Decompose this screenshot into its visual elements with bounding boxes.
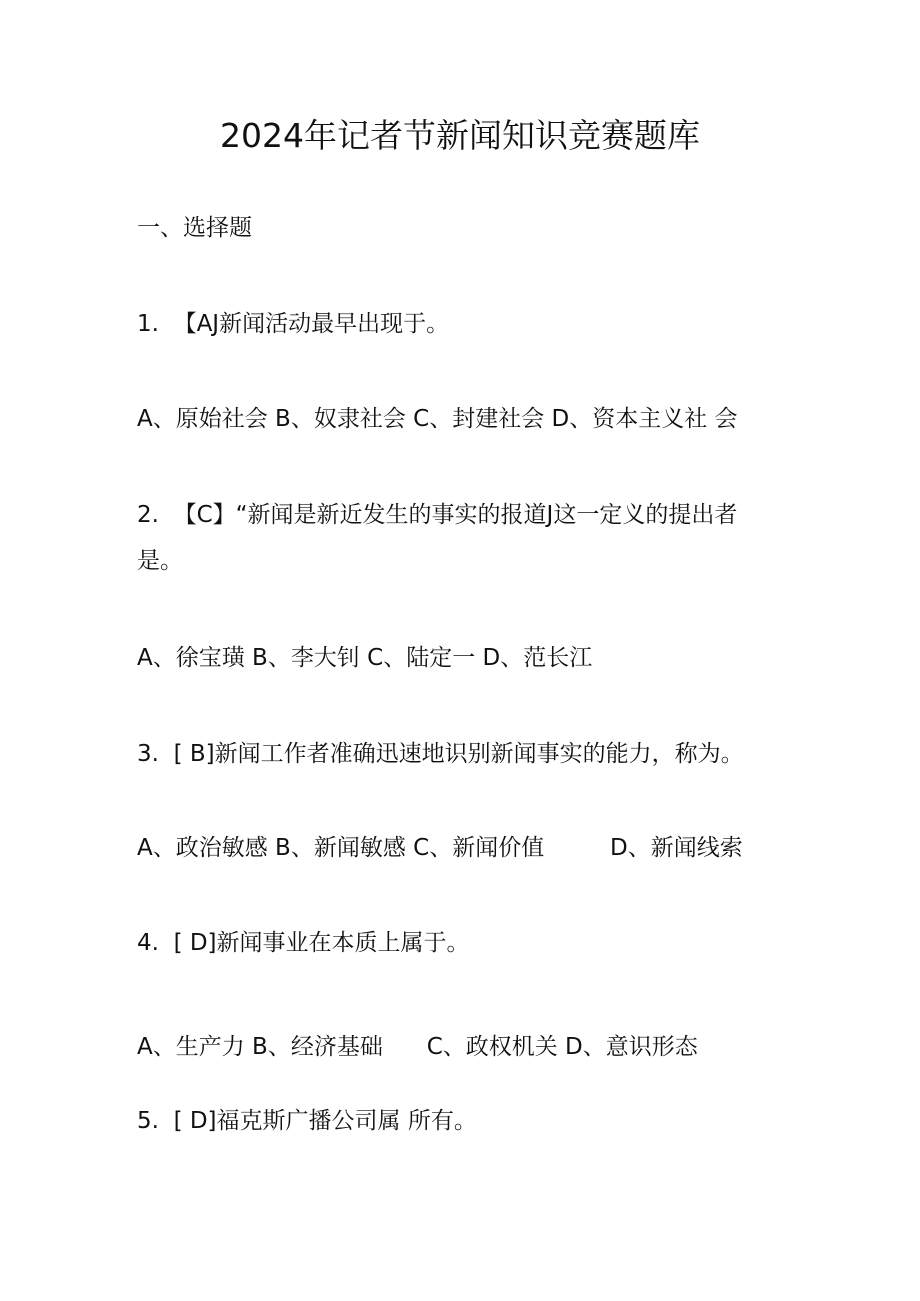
document-title: 2024年记者节新闻知识竞赛题库 bbox=[220, 116, 700, 155]
question-1-options: A、原始社会 B、奴隶社会 C、封建社会 D、资本主义社 会 bbox=[137, 406, 738, 432]
question-3-options: A、政治敏感 B、新闻敏感 C、新闻价值 D、新闻线索 bbox=[137, 835, 743, 861]
question-2-stem: 2. 【C】“新闻是新近发生的事实的报道J这一定义的提出者是。 bbox=[137, 502, 738, 574]
question-4-options: A、生产力 B、经济基础 C、政权机关 D、意识形态 bbox=[137, 1034, 698, 1060]
question-4-stem: 4. [ D]新闻事业在本质上属于。 bbox=[137, 930, 470, 956]
question-2-options: A、徐宝璜 B、李大钊 C、陆定一 D、范长江 bbox=[137, 645, 593, 671]
question-1-stem: 1. 【AJ新闻活动最早出现于。 bbox=[137, 311, 450, 337]
question-3-stem: 3. [ B]新闻工作者准确迅速地识别新闻事实的能力，称为。 bbox=[137, 741, 744, 767]
section-heading: 一、选择题 bbox=[137, 215, 252, 241]
question-5-stem: 5. [ D]福克斯广播公司属 所有。 bbox=[137, 1108, 477, 1134]
